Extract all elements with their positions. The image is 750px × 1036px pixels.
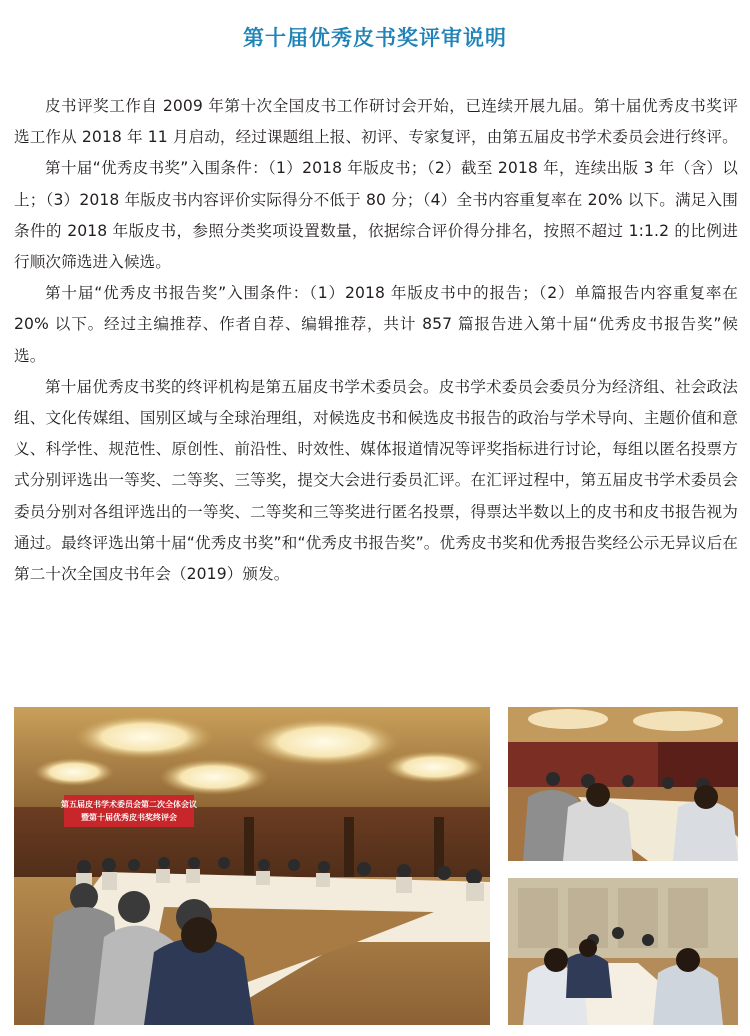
photo-group-discussion-2: [508, 878, 738, 1025]
photo-main-meeting: [14, 707, 490, 1025]
banner-line-1: 第五届皮书学术委员会第二次全体会议: [61, 800, 197, 809]
article-body: [14, 91, 738, 590]
paragraph-3: 第十届“优秀皮书报告奖”入围条件：（1）2018 年版皮书中的报告；（2）单篇报告内容重复率在 20% 以下。经过主编推荐、作者自荐、编辑推荐，共计 857 篇报告进入第十届“优秀皮书报告奖”候选。: [14, 284, 738, 365]
paragraph-2: 第十届“优秀皮书奖”入围条件：（1）2018 年版皮书；（2）截至 2018 年，连续出版 3 年（含）以上；（3）2018 年版皮书内容评价实际得分不低于 80 分；（4）全书内容重复率在 20% 以下。满足入围条件的 2018 年版皮书，参照分类奖项设置数量，依据综合评价得分排名，按照不超过 1:1.2 的比例进行顺次筛选进入候选。: [14, 159, 738, 272]
banner-line-2: 暨第十届优秀皮书奖终评会: [81, 813, 177, 822]
paragraph-4: 第十届优秀皮书奖的终评机构是第五届皮书学术委员会。皮书学术委员会委员分为经济组、社会政法组、文化传媒组、国别区域与全球治理组，对候选皮书和候选皮书报告的政治与学术导向、主题价值和意义、科学性、规范性、原创性、前沿性、时效性、媒体报道情况等评奖指标进行讨论，每组以匿名投票方式分别评选出一等奖、二等奖、三等奖，提交大会进行委员汇评。在汇评过程中，第五届皮书学术委员会委员分别对各组评选出的一等奖、二等奖和三等奖进行匿名投票，得票达半数以上的皮书和皮书报告视为通过。最终评选出第十届“优秀皮书奖”和“优秀皮书报告奖”。优秀皮书奖和优秀报告奖经公示无异议后在第二十次全国皮书年会（2019）颁发。: [14, 377, 738, 584]
page-title: 第十届优秀皮书奖评审说明: [243, 26, 507, 50]
paragraph-1: 皮书评奖工作自 2009 年第十次全国皮书工作研讨会开始，已连续开展九届。第十届优秀皮书奖评选工作从 2018 年 11 月启动，经过课题组上报、初评、专家复评，由第五届皮书学术委员会进行终评。: [14, 97, 738, 147]
photo-group-discussion-1: [508, 707, 738, 861]
